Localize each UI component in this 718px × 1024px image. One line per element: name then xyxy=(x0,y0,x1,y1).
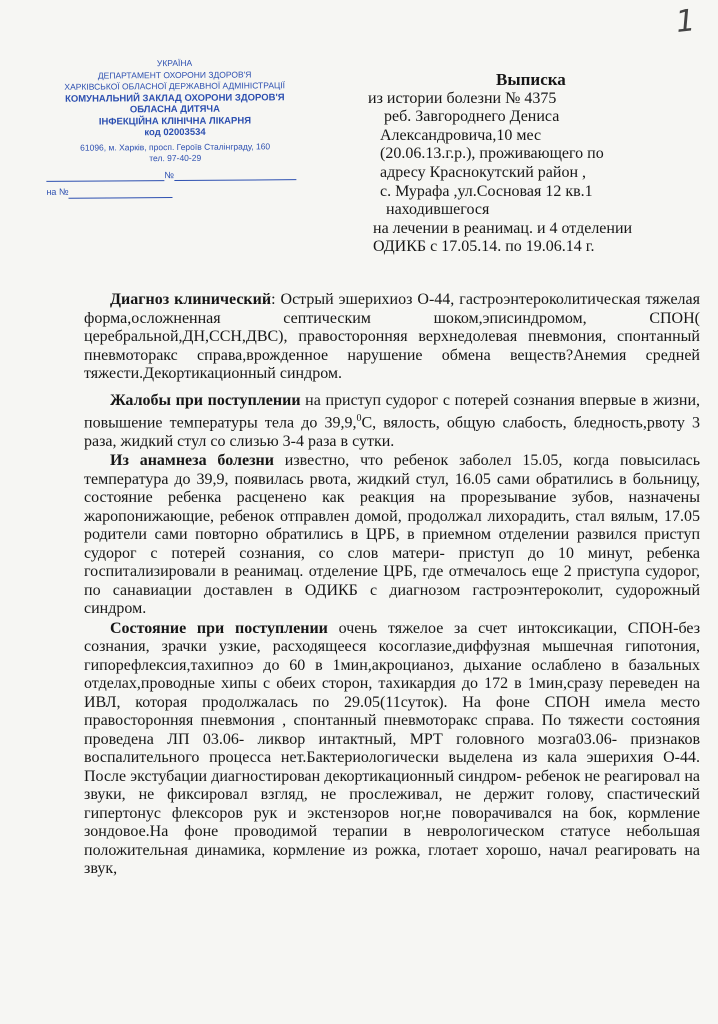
stamp-bold-line: КОМУНАЛЬНИЙ ЗАКЛАД ОХОРОНИ ЗДОРОВ'Я xyxy=(65,91,285,105)
stamp-number-row xyxy=(46,169,304,182)
stamp-address: 61096, м. Харків, просп. Героїв Сталінграду, 160 xyxy=(80,140,271,153)
complaints-heading: Жалобы при поступлении xyxy=(110,391,301,409)
stamp-on-row xyxy=(46,185,304,198)
stamp-on-label: на № xyxy=(46,186,69,197)
header-line: на лечении в реанимац. и 4 отделении xyxy=(373,219,633,237)
stamp-phone: тел. 97-40-29 xyxy=(149,152,202,164)
anamnesis-text: известно, что ребенок заболел 15.05, когда повысилась температура до 39,9, появилась рвота, жидкий стул, 16.05 сами обратились в больницу, состояние ребенка расценено как реакция на прорезывание зубов, назначены жаропонижающие, ребенок отправлен домой, продолжал лихорадить, стал вялым, 17.05 родители сами повторно обратились в ЦРБ, в приемном отделении развился приступ судорог с потерей сознания, со слов матери- приступ до 10 минут, ребенка госпитализировали в реанимац. отделение ЦРБ, где отмечалось еще 2 приступа судорог, по санавиации доставлен в ОДИКБ с диагнозом гастроэнтероколит, судорожный синдром. xyxy=(84,452,701,618)
header-line: адресу Краснокутский район , xyxy=(380,163,587,181)
document-header xyxy=(368,71,708,257)
header-line: с. Мурафа ,ул.Сосновая 12 кв.1 xyxy=(380,182,593,200)
document-title: Выписка xyxy=(496,70,566,89)
hospital-stamp xyxy=(46,57,305,198)
complaints-text-end: С, вялость, общую слабость, бледность,рвоту 3 раза, жидкий стул со слизью 3-4 раза в сутки. xyxy=(84,414,700,450)
stamp-bold-line: код 02003534 xyxy=(144,126,206,139)
anamnesis-paragraph xyxy=(84,452,700,619)
complaints-text: на приступ судорог с потерей сознания впервые в жизни, повышение температуры тела до 39,9, xyxy=(84,391,701,432)
anamnesis-heading: Из анамнеза болезни xyxy=(110,452,274,470)
header-line: (20.06.13.г.р.), проживающего по xyxy=(380,145,604,163)
stamp-line: ДЕПАРТАМЕНТ ОХОРОНИ ЗДОРОВ'Я xyxy=(97,68,252,81)
complaints-paragraph xyxy=(84,392,700,452)
stamp-bold-line: ОБЛАСНА ДИТЯЧА xyxy=(129,103,220,116)
degree-sup: 0 xyxy=(356,413,362,424)
admission-state-heading: Состояние при поступлении xyxy=(110,619,328,637)
admission-state-paragraph xyxy=(84,620,700,879)
page-number: 1 xyxy=(674,3,697,40)
header-line: реб. Завгороднего Дениса xyxy=(384,108,560,126)
admission-state-text: очень тяжелое за счет интоксикации, СПОН-без сознания, зрачки узкие, расходящееся косоглазие,диффузная мышечная гипотония, гипорефлексия,тахипноэ до 60 в 1мин,акроцианоз, дыхание ослаблено в базальных отделах,проводные хипы с обеих сторон, тахикардия до 172 в 1мин,сразу переведен на ИВЛ, которая продолжалась по 29.05(11суток). На фоне СПОН имела место правосторонняя пневмония , спонтанный пневмоторакс справа. По тяжести состояния проведена ЛП 03.06- ликвор интактный, МРТ головного мозга03.06- признаков воспалительного процесса нет.Бактериологически выделена из кала эшерихия О-44. После экстубации диагностирован декортикационный синдром- ребенок не реагировал на звуки, не фиксировал взгляд, не прослеживал, не держит голову, спастический гипертонус флексоров рук и экстензоров ног,не поворачивался на бок, кормление зондовое.На фоне проводимой терапии в неврологическом статусе небольшая положительная динамика, кормление из рожка, глотает хорошо, начал реагировать на звук, xyxy=(84,619,701,878)
diagnosis-text: : Острый эшерихиоз О-44, гастроэнтероколитическая тяжелая форма,осложненная септическим шоком,эписиндромом, СПОН( церебральной,ДН,ССН,ДВС), правосторонняя верхнедолевая пневмония, спонтанный пневмоторакс справа,врожденное нарушение обмена веществ?Анемия средней тяжести.Декортикационный синдром. xyxy=(84,291,700,382)
document-body xyxy=(84,291,700,879)
header-line: из истории болезни № 4375 xyxy=(368,89,557,107)
stamp-line: ХАРКІВСЬКОЇ ОБЛАСНОЇ ДЕРЖАВНОЇ АДМІНІСТРАЦІЇ xyxy=(64,80,286,92)
stamp-bold-line: ІНФЕКЦІЙНА КЛІНІЧНА ЛІКАРНЯ xyxy=(98,114,252,128)
header-line: находившегося xyxy=(386,201,490,219)
stamp-number-label: № xyxy=(164,169,175,180)
stamp-line: УКРАЇНА xyxy=(156,57,193,69)
diagnosis-paragraph xyxy=(84,291,700,384)
header-line: ОДИКБ с 17.05.14. по 19.06.14 г. xyxy=(373,238,595,256)
header-line: Александровича,10 мес xyxy=(380,126,542,144)
diagnosis-heading: Диагноз клинический xyxy=(110,291,272,308)
